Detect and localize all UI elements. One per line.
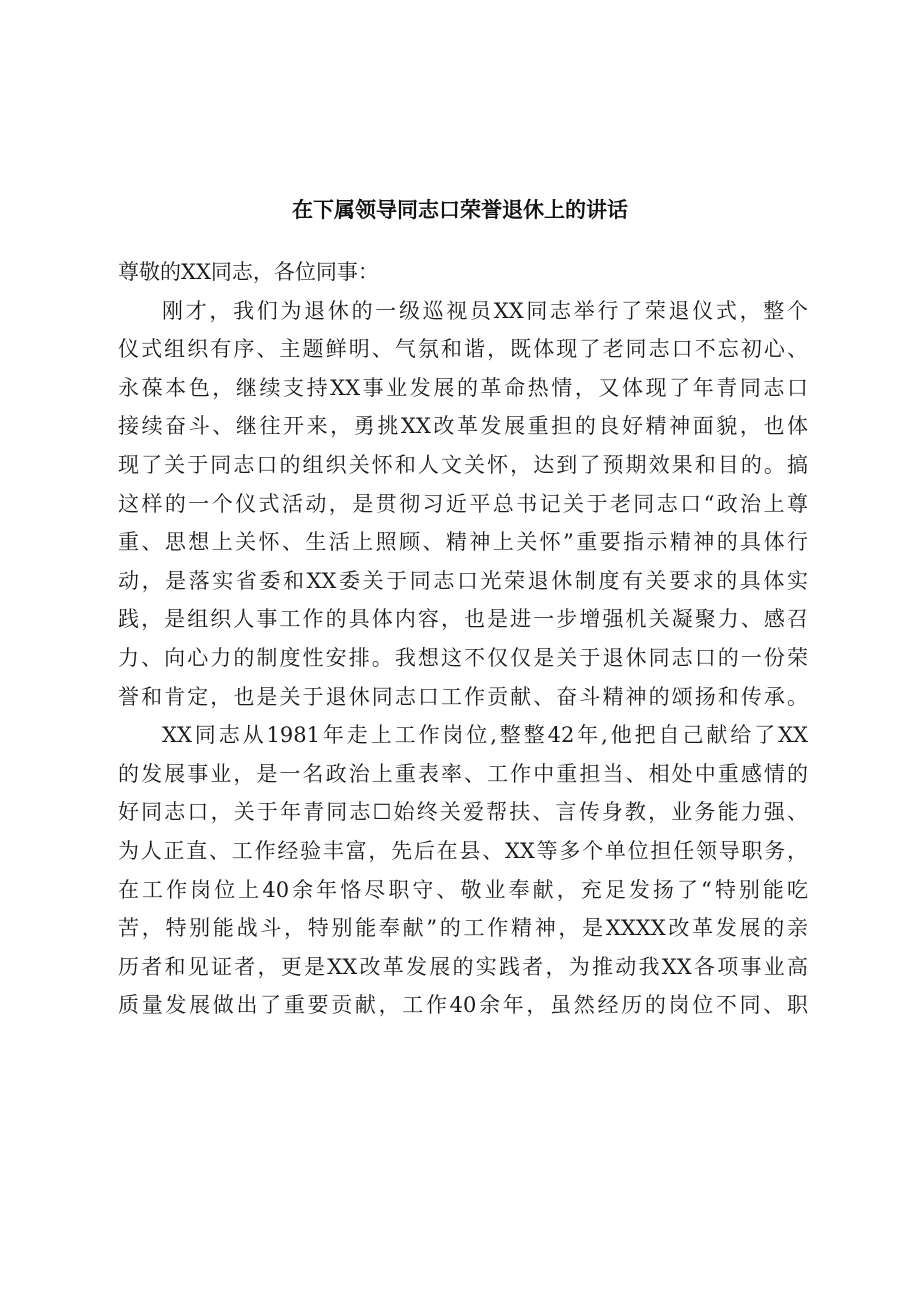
paragraph-line: 践，是组织人事工作的具体内容，也是进一步增强机关凝聚力、感召 (118, 607, 808, 632)
salutation: 尊敬的XX同志，各位同事： (118, 260, 379, 284)
paragraph-line: 为人正直、工作经验丰富，先后在县、XX等多个单位担任领导职务， (118, 838, 808, 863)
paragraph-line: 在工作岗位上40余年恪尽职守、敬业奉献，充足发扬了“特别能吃 (118, 877, 808, 902)
paragraph-line: 好同志口，关于年青同志☐始终关爱帮扶、言传身教，业务能力强、 (118, 800, 808, 825)
paragraph-line: 永葆本色，继续支持XX事业发展的革命热情，又体现了年青同志口 (118, 375, 808, 400)
paragraph-line: 接续奋斗、继往开来，勇挑XX改革发展重担的良好精神面貌，也体 (118, 414, 808, 439)
paragraph-line: 这样的一个仪式活动，是贯彻习近平总书记关于老同志口“政治上尊 (118, 491, 808, 516)
paragraph-line: 历者和见证者，更是XX改革发展的实践者，为推动我XX各项事业高 (118, 954, 808, 979)
paragraph-line: 现了关于同志口的组织关怀和人文关怀，达到了预期效果和目的。搞 (118, 452, 808, 477)
paragraph-line: 的发展事业，是一名政治上重表率、工作中重担当、相处中重感情的 (118, 761, 808, 786)
document-title: 在下属领导同志口荣誉退休上的讲话 (292, 198, 628, 222)
paragraph-line: 苦，特别能战斗，特别能奉献”的工作精神，是XXXX改革发展的亲 (118, 916, 808, 941)
paragraph-line: 质量发展做出了重要贡献，工作40余年，虽然经历的岗位不同、职 (118, 993, 808, 1018)
paragraph-1 (118, 292, 808, 717)
paragraph-line: 誉和肯定，也是关于退休同志口工作贡献、奋斗精神的颂扬和传承。 (118, 684, 808, 709)
paragraph-line: 力、向心力的制度性安排。我想这不仅仅是关于退休同志口的一份荣 (118, 645, 808, 670)
paragraph-line: 刚才，我们为退休的一级巡视员XX同志举行了荣退仪式，整个 (162, 298, 808, 323)
paragraph-line: 动，是落实省委和XX委关于同志口光荣退休制度有关要求的具体实 (118, 568, 808, 593)
paragraph-line: 重、思想上关怀、生活上照顾、精神上关怀”重要指示精神的具体行 (118, 530, 808, 555)
paragraph-line: XX同志从1981年走上工作岗位,整整42年,他把自己献给了XX (162, 723, 808, 748)
document-body (118, 253, 808, 1025)
paragraph-2 (118, 716, 808, 1025)
paragraph-line: 仪式组织有序、主题鲜明、气氛和谐，既体现了老同志口不忘初心、 (118, 337, 808, 362)
